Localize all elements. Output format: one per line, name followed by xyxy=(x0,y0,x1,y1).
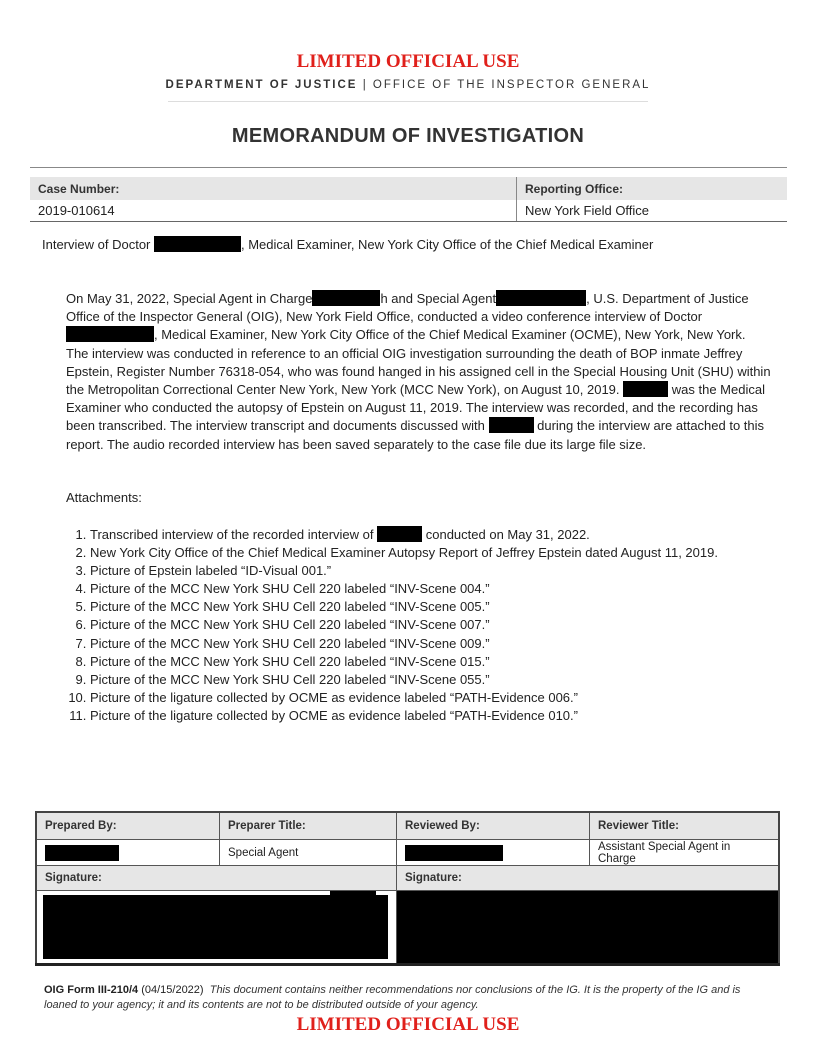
body-text-1: On May 31, 2022, Special Agent in Charge xyxy=(66,291,313,306)
office-name: OFFICE OF THE INSPECTOR GENERAL xyxy=(372,79,651,91)
attachment-item: 6. Picture of the MCC New York SHU Cell 220 labeled “INV-Scene 007.” xyxy=(90,616,810,634)
subject-suffix: , Medical Examiner, New York City Office of the Chief Medical Examiner xyxy=(241,237,654,252)
attachment-item: 5. Picture of the MCC New York SHU Cell 220 labeled “INV-Scene 005.” xyxy=(90,598,810,616)
attachment-item: 2. New York City Office of the Chief Medical Examiner Autopsy Report of Jeffrey Epstein dated August 11, 2019. xyxy=(90,544,810,562)
prepared-by-value xyxy=(36,840,220,866)
case-number-value: 2019-010614 xyxy=(30,200,517,222)
attachments-label: Attachments: xyxy=(66,490,142,505)
redaction-block xyxy=(496,290,586,306)
body-text-2: h and Special Agent xyxy=(380,291,497,306)
attachments-list xyxy=(66,526,810,725)
reviewer-title-value: Assistant Special Agent in Charge xyxy=(590,840,780,866)
classification-banner-top: LIMITED OFFICIAL USE xyxy=(296,51,520,72)
attachment-1-suffix: conducted on May 31, 2022. xyxy=(425,527,590,542)
signature-redaction xyxy=(37,891,396,963)
attachment-item: 4. Picture of the MCC New York SHU Cell 220 labeled “INV-Scene 004.” xyxy=(90,580,810,598)
reporting-office-value: New York Field Office xyxy=(517,200,788,222)
redaction-block xyxy=(45,845,119,861)
body-text-3: , U.S. Department of Justice Office of the Inspector General (OIG), New York Field Office, conducted a video conference interview of Doctor xyxy=(66,291,749,325)
agency-header xyxy=(0,79,816,91)
preparer-signature-box xyxy=(36,891,397,965)
attachment-item: 11. Picture of the ligature collected by OCME as evidence labeled “PATH-Evidence 010.” xyxy=(90,707,810,725)
form-footer xyxy=(44,983,774,1013)
header-divider xyxy=(168,101,648,102)
interview-subject xyxy=(42,236,653,252)
attachment-item: 8. Picture of the MCC New York SHU Cell 220 labeled “INV-Scene 015.” xyxy=(90,653,810,671)
redaction-block xyxy=(489,417,534,433)
reporting-office-label: Reporting Office: xyxy=(517,177,788,200)
attachment-item: 7. Picture of the MCC New York SHU Cell 220 labeled “INV-Scene 009.” xyxy=(90,635,810,653)
attachment-item: 9. Picture of the MCC New York SHU Cell 220 labeled “INV-Scene 055.” xyxy=(90,671,810,689)
redaction-block xyxy=(312,290,380,306)
reviewer-signature-box xyxy=(397,891,780,965)
title-divider xyxy=(30,167,787,168)
classification-banner-bottom: LIMITED OFFICIAL USE xyxy=(296,1014,520,1035)
redaction-block xyxy=(377,526,422,542)
signature-label-2: Signature: xyxy=(397,866,780,891)
preparer-title-label: Preparer Title: xyxy=(220,812,397,840)
body-text-6: during the interview are attached to this report. The audio recorded interview has been saved separately to the case file due its large file size. xyxy=(66,418,765,452)
prepared-by-label: Prepared By: xyxy=(36,812,220,840)
signature-label: Signature: xyxy=(36,866,397,891)
body-text-5: was the Medical Examiner who conducted the autopsy of Epstein on August 11, 2019. The interview was recorded, and the recording has been transcribed. The interview transcript and documents discussed with xyxy=(66,382,765,434)
subject-prefix: Interview of Doctor xyxy=(42,237,151,252)
preparer-title-value: Special Agent xyxy=(220,840,397,866)
case-info-table xyxy=(30,177,787,222)
form-id: OIG Form III-210/4 xyxy=(44,984,139,996)
body-text-4: , Medical Examiner, New York City Office of the Chief Medical Examiner (OCME), New York, New York. The interview was conducted in reference to an official OIG investigation surrounding the death of BOP inmate Jeffrey Epstein, Register Number 76318-054, who was found hanged in his assigned cell in the Special Housing Unit (SHU) within the Metropolitan Correctional Center New York, New York (MCC New York), on August 10, 2019. xyxy=(66,327,771,398)
attachment-1-prefix: Transcribed interview of the recorded interview of xyxy=(90,527,374,542)
reviewed-by-label: Reviewed By: xyxy=(397,812,590,840)
attachment-item xyxy=(90,526,810,544)
attachment-item: 3. Picture of Epstein labeled “ID-Visual 001.” xyxy=(90,562,810,580)
reviewed-by-value xyxy=(397,840,590,866)
footer-disclaimer: This document contains neither recommendations nor conclusions of the IG. It is the property of the IG and is loaned to your agency; it and its contents are not to be distributed outside of your agency. xyxy=(44,984,741,1011)
body-paragraph xyxy=(66,290,771,454)
redaction-block xyxy=(405,845,503,861)
page-title: MEMORANDUM OF INVESTIGATION xyxy=(231,125,585,147)
redaction-block xyxy=(154,236,241,252)
form-date: (04/15/2022) xyxy=(141,984,204,996)
department-name: DEPARTMENT OF JUSTICE xyxy=(165,79,358,91)
signature-table xyxy=(35,811,780,966)
attachment-item: 10. Picture of the ligature collected by OCME as evidence labeled “PATH-Evidence 006.” xyxy=(90,689,810,707)
case-number-label: Case Number: xyxy=(30,177,517,200)
header-separator: | xyxy=(362,79,368,91)
redaction-block xyxy=(66,326,154,342)
redaction-block xyxy=(623,381,668,397)
reviewer-title-label: Reviewer Title: xyxy=(590,812,780,840)
